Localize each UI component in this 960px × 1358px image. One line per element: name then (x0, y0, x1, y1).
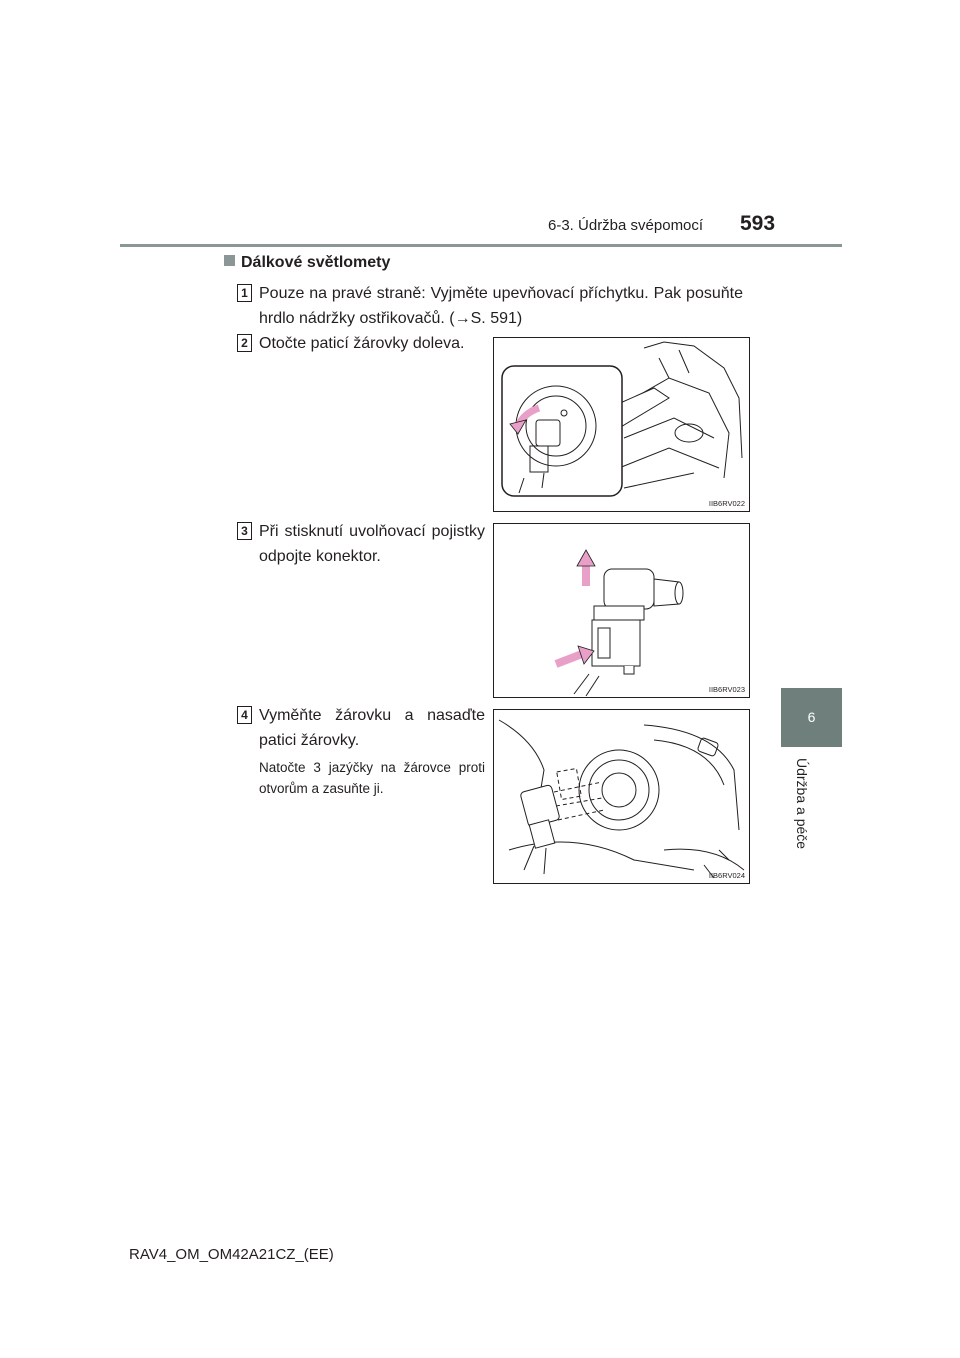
step-text-1: Pouze na pravé straně: Vyjměte upevňovací příchytku. Pak posuňte hrdlo nádržky ostřikovačů. (→S. 591) (259, 285, 743, 327)
step-text-4: Vyměňte žárovku a nasaďte patici žárovky. (259, 707, 485, 749)
chapter-title: Údržba a péče (794, 758, 810, 850)
header-section-title: 6-3. Údržba svépomocí (548, 217, 704, 234)
step-text-2: Otočte paticí žárovky doleva. (259, 335, 465, 352)
section-title-text: Dálkové světlomety (241, 254, 391, 271)
step-text-3: Při stisknutí uvolňovací pojistky odpojte konektor. (259, 523, 485, 565)
figure-bulb-install (493, 709, 750, 884)
figure-bulb-rotate-illustration (494, 338, 749, 511)
header-divider (120, 244, 842, 247)
figure-code-2: IIB6RV022 (708, 499, 745, 508)
figure-code-3: IIB6RV023 (708, 685, 745, 694)
step-number-4: 4 (237, 706, 252, 724)
figure-connector-illustration (494, 524, 749, 697)
step-number-1: 1 (237, 284, 252, 302)
section-square-icon (224, 255, 235, 266)
step-note-4: Natočte 3 jazýčky na žárovce proti otvorům a zasuňte ji. (259, 760, 485, 796)
chapter-number: 6 (807, 709, 816, 725)
section-title (224, 254, 390, 272)
figure-bulb-install-illustration (494, 710, 749, 883)
figure-code-4: IIB6RV024 (708, 871, 745, 880)
figure-connector-release (493, 523, 750, 698)
footer-doc-code: RAV4_OM_OM42A21CZ_(EE) (129, 1246, 334, 1263)
page-number: 593 (740, 212, 776, 235)
figure-bulb-rotate (493, 337, 750, 512)
step-number-2: 2 (237, 334, 252, 352)
step-number-3: 3 (237, 522, 252, 540)
